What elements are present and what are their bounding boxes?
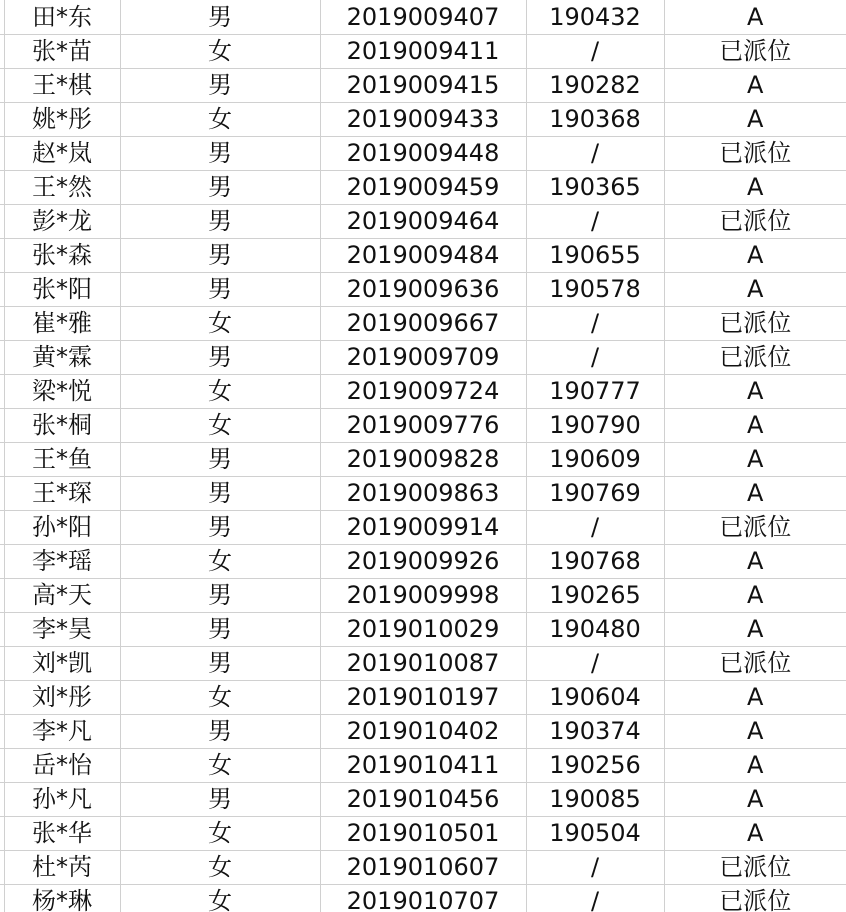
- gender-cell[interactable]: 男: [120, 443, 320, 477]
- student-id-cell[interactable]: 2019010456: [320, 783, 526, 817]
- code-cell[interactable]: 190282: [526, 69, 664, 103]
- table-row: [0, 783, 846, 817]
- gender-cell[interactable]: 男: [120, 239, 320, 273]
- name-cell[interactable]: 高*天: [4, 579, 120, 613]
- gender-cell[interactable]: 男: [120, 715, 320, 749]
- student-id-cell[interactable]: 2019009459: [320, 171, 526, 205]
- table-row: [0, 817, 846, 851]
- code-cell[interactable]: 190085: [526, 783, 664, 817]
- result-cell[interactable]: 已派位: [664, 511, 846, 545]
- student-id-cell[interactable]: 2019009828: [320, 443, 526, 477]
- student-id-cell[interactable]: 2019009724: [320, 375, 526, 409]
- result-cell[interactable]: A: [664, 681, 846, 715]
- name-cell[interactable]: 王*琛: [4, 477, 120, 511]
- result-cell[interactable]: A: [664, 783, 846, 817]
- gender-cell[interactable]: 女: [120, 749, 320, 783]
- table-row: [0, 681, 846, 715]
- name-cell[interactable]: 姚*彤: [4, 103, 120, 137]
- gender-cell[interactable]: 女: [120, 409, 320, 443]
- student-id-cell[interactable]: 2019010501: [320, 817, 526, 851]
- code-cell[interactable]: /: [526, 341, 664, 375]
- student-id-cell[interactable]: 2019010029: [320, 613, 526, 647]
- table-row: [0, 69, 846, 103]
- gender-cell[interactable]: 男: [120, 783, 320, 817]
- gender-cell[interactable]: 男: [120, 647, 320, 681]
- gender-cell[interactable]: 男: [120, 69, 320, 103]
- name-cell[interactable]: 张*苗: [4, 35, 120, 69]
- result-cell[interactable]: 已派位: [664, 851, 846, 885]
- student-id-cell[interactable]: 2019009484: [320, 239, 526, 273]
- gender-cell[interactable]: 女: [120, 885, 320, 912]
- table-row: [0, 749, 846, 783]
- code-cell[interactable]: 190777: [526, 375, 664, 409]
- result-cell[interactable]: A: [664, 443, 846, 477]
- table-row: [0, 647, 846, 681]
- name-cell[interactable]: 张*桐: [4, 409, 120, 443]
- table-row: [0, 477, 846, 511]
- table-row: [0, 273, 846, 307]
- code-cell[interactable]: 190432: [526, 0, 664, 35]
- gender-cell[interactable]: 女: [120, 375, 320, 409]
- code-cell[interactable]: 190655: [526, 239, 664, 273]
- table-row: [0, 103, 846, 137]
- code-cell[interactable]: 190790: [526, 409, 664, 443]
- code-cell[interactable]: /: [526, 511, 664, 545]
- name-cell[interactable]: 孙*阳: [4, 511, 120, 545]
- student-id-cell[interactable]: 2019009411: [320, 35, 526, 69]
- table-row: [0, 137, 846, 171]
- name-cell[interactable]: 刘*凯: [4, 647, 120, 681]
- code-cell[interactable]: 190609: [526, 443, 664, 477]
- result-cell[interactable]: A: [664, 103, 846, 137]
- name-cell[interactable]: 李*凡: [4, 715, 120, 749]
- result-cell[interactable]: A: [664, 409, 846, 443]
- gender-cell[interactable]: 女: [120, 35, 320, 69]
- result-cell[interactable]: A: [664, 239, 846, 273]
- student-id-cell[interactable]: 2019009407: [320, 0, 526, 35]
- name-cell[interactable]: 梁*悦: [4, 375, 120, 409]
- table-row: [0, 851, 846, 885]
- student-id-cell[interactable]: 2019010411: [320, 749, 526, 783]
- result-cell[interactable]: 已派位: [664, 35, 846, 69]
- result-cell[interactable]: 已派位: [664, 307, 846, 341]
- student-id-cell[interactable]: 2019009914: [320, 511, 526, 545]
- result-cell[interactable]: A: [664, 817, 846, 851]
- code-cell[interactable]: 190265: [526, 579, 664, 613]
- result-cell[interactable]: A: [664, 273, 846, 307]
- name-cell[interactable]: 彭*龙: [4, 205, 120, 239]
- student-id-cell[interactable]: 2019010707: [320, 885, 526, 912]
- result-cell[interactable]: A: [664, 613, 846, 647]
- table-row: [0, 409, 846, 443]
- name-cell[interactable]: 王*然: [4, 171, 120, 205]
- gender-cell[interactable]: 男: [120, 511, 320, 545]
- name-cell[interactable]: 杨*琳: [4, 885, 120, 912]
- table-row: [0, 307, 846, 341]
- table-row: [0, 885, 846, 912]
- code-cell[interactable]: 190256: [526, 749, 664, 783]
- table-row: [0, 0, 846, 35]
- code-cell[interactable]: 190365: [526, 171, 664, 205]
- name-cell[interactable]: 张*森: [4, 239, 120, 273]
- result-cell[interactable]: A: [664, 375, 846, 409]
- gender-cell[interactable]: 男: [120, 171, 320, 205]
- name-cell[interactable]: 张*阳: [4, 273, 120, 307]
- name-cell[interactable]: 王*鱼: [4, 443, 120, 477]
- result-cell[interactable]: 已派位: [664, 341, 846, 375]
- result-cell[interactable]: A: [664, 545, 846, 579]
- gender-cell[interactable]: 男: [120, 273, 320, 307]
- student-id-cell[interactable]: 2019009464: [320, 205, 526, 239]
- table-row: [0, 579, 846, 613]
- code-cell[interactable]: 190604: [526, 681, 664, 715]
- result-cell[interactable]: A: [664, 715, 846, 749]
- gender-cell[interactable]: 男: [120, 137, 320, 171]
- table-row: [0, 613, 846, 647]
- name-cell[interactable]: 张*华: [4, 817, 120, 851]
- table-row: [0, 35, 846, 69]
- student-id-cell[interactable]: 2019009433: [320, 103, 526, 137]
- student-id-cell[interactable]: 2019009415: [320, 69, 526, 103]
- student-id-cell[interactable]: 2019009863: [320, 477, 526, 511]
- table-row: [0, 375, 846, 409]
- student-id-cell[interactable]: 2019010402: [320, 715, 526, 749]
- table-row: [0, 443, 846, 477]
- code-cell[interactable]: 190368: [526, 103, 664, 137]
- table-row: [0, 545, 846, 579]
- student-id-cell[interactable]: 2019009636: [320, 273, 526, 307]
- result-cell[interactable]: 已派位: [664, 205, 846, 239]
- name-cell[interactable]: 田*东: [4, 0, 120, 35]
- student-id-cell[interactable]: 2019009709: [320, 341, 526, 375]
- code-cell[interactable]: /: [526, 307, 664, 341]
- student-id-cell[interactable]: 2019009448: [320, 137, 526, 171]
- result-cell[interactable]: A: [664, 579, 846, 613]
- table-row: [0, 341, 846, 375]
- result-cell[interactable]: A: [664, 171, 846, 205]
- table-row: [0, 715, 846, 749]
- code-cell[interactable]: 190374: [526, 715, 664, 749]
- name-cell[interactable]: 黄*霖: [4, 341, 120, 375]
- code-cell[interactable]: /: [526, 885, 664, 912]
- result-cell[interactable]: 已派位: [664, 885, 846, 912]
- gender-cell[interactable]: 女: [120, 307, 320, 341]
- name-cell[interactable]: 杜*芮: [4, 851, 120, 885]
- gender-cell[interactable]: 男: [120, 579, 320, 613]
- student-id-cell[interactable]: 2019009998: [320, 579, 526, 613]
- table-row: [0, 239, 846, 273]
- student-id-cell[interactable]: 2019009776: [320, 409, 526, 443]
- gender-cell[interactable]: 男: [120, 613, 320, 647]
- table-row: [0, 205, 846, 239]
- name-cell[interactable]: 赵*岚: [4, 137, 120, 171]
- result-cell[interactable]: A: [664, 477, 846, 511]
- table-row: [0, 511, 846, 545]
- student-id-cell[interactable]: 2019010197: [320, 681, 526, 715]
- code-cell[interactable]: 190768: [526, 545, 664, 579]
- name-cell[interactable]: 岳*怡: [4, 749, 120, 783]
- gender-cell[interactable]: 男: [120, 205, 320, 239]
- gender-cell[interactable]: 男: [120, 341, 320, 375]
- result-cell[interactable]: A: [664, 749, 846, 783]
- code-cell[interactable]: /: [526, 205, 664, 239]
- name-cell[interactable]: 崔*雅: [4, 307, 120, 341]
- code-cell[interactable]: 190578: [526, 273, 664, 307]
- student-id-cell[interactable]: 2019010087: [320, 647, 526, 681]
- code-cell[interactable]: /: [526, 35, 664, 69]
- name-cell[interactable]: 刘*彤: [4, 681, 120, 715]
- gender-cell[interactable]: 男: [120, 477, 320, 511]
- code-cell[interactable]: 190504: [526, 817, 664, 851]
- code-cell[interactable]: /: [526, 851, 664, 885]
- student-id-cell[interactable]: 2019009926: [320, 545, 526, 579]
- result-cell[interactable]: 已派位: [664, 137, 846, 171]
- name-cell[interactable]: 王*棋: [4, 69, 120, 103]
- gender-cell[interactable]: 男: [120, 0, 320, 35]
- gender-cell[interactable]: 女: [120, 851, 320, 885]
- name-cell[interactable]: 李*昊: [4, 613, 120, 647]
- name-cell[interactable]: 孙*凡: [4, 783, 120, 817]
- code-cell[interactable]: 190480: [526, 613, 664, 647]
- result-cell[interactable]: A: [664, 0, 846, 35]
- result-cell[interactable]: A: [664, 69, 846, 103]
- result-cell[interactable]: 已派位: [664, 647, 846, 681]
- code-cell[interactable]: 190769: [526, 477, 664, 511]
- table-row: [0, 171, 846, 205]
- student-id-cell[interactable]: 2019010607: [320, 851, 526, 885]
- student-id-cell[interactable]: 2019009667: [320, 307, 526, 341]
- gender-cell[interactable]: 女: [120, 817, 320, 851]
- code-cell[interactable]: /: [526, 137, 664, 171]
- code-cell[interactable]: /: [526, 647, 664, 681]
- gender-cell[interactable]: 女: [120, 103, 320, 137]
- gender-cell[interactable]: 女: [120, 681, 320, 715]
- name-cell[interactable]: 李*瑶: [4, 545, 120, 579]
- gender-cell[interactable]: 女: [120, 545, 320, 579]
